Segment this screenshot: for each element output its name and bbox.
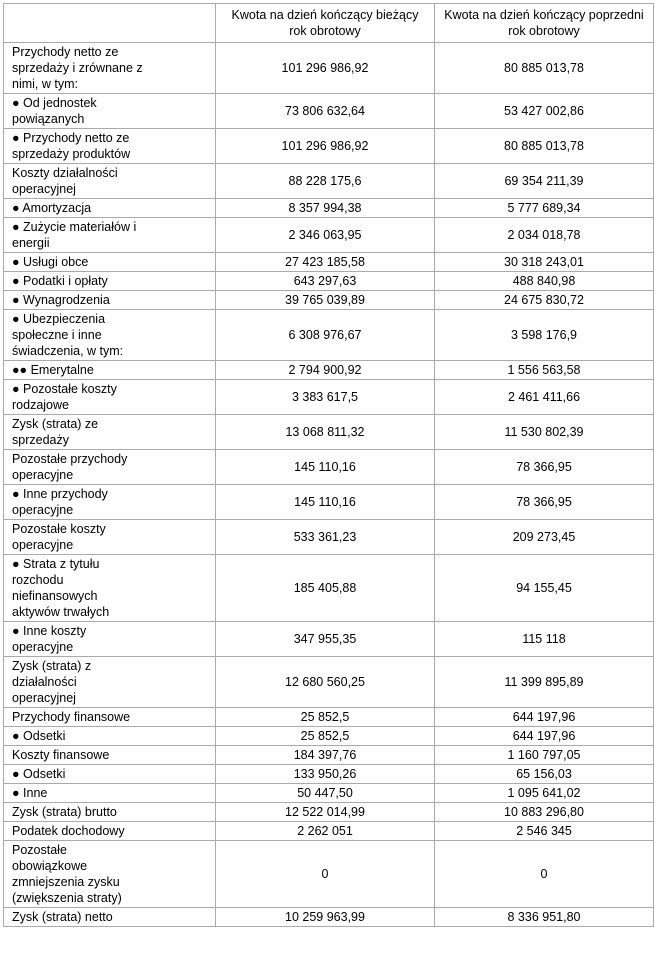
current-year-value: 133 950,26 bbox=[216, 765, 435, 784]
row-label-text: Pozostałe obowiązkowe zmniejszenia zysku (zwiększenia straty) bbox=[12, 843, 122, 905]
current-year-value: 39 765 039,89 bbox=[216, 291, 435, 310]
row-label bbox=[4, 727, 216, 746]
row-label bbox=[4, 199, 216, 218]
previous-year-value: 2 546 345 bbox=[435, 822, 654, 841]
row-label bbox=[4, 555, 216, 622]
header-label-column bbox=[4, 4, 216, 43]
previous-year-value: 644 197,96 bbox=[435, 727, 654, 746]
row-label-text: Koszty finansowe bbox=[12, 748, 110, 762]
previous-year-value: 1 095 641,02 bbox=[435, 784, 654, 803]
table-row bbox=[4, 291, 654, 310]
previous-year-value: 94 155,45 bbox=[435, 555, 654, 622]
previous-year-value: 209 273,45 bbox=[435, 520, 654, 555]
current-year-value: 25 852,5 bbox=[216, 708, 435, 727]
row-label-text: ● Usługi obce bbox=[12, 255, 89, 269]
row-label-text: ● Przychody netto ze sprzedaży produktów bbox=[12, 131, 131, 161]
table-row bbox=[4, 657, 654, 708]
previous-year-value: 2 034 018,78 bbox=[435, 218, 654, 253]
row-label-text: ● Strata z tytułu rozchodu niefinansowych aktywów trwałych bbox=[12, 557, 110, 619]
previous-year-value: 3 598 176,9 bbox=[435, 310, 654, 361]
row-label bbox=[4, 129, 216, 164]
current-year-value: 6 308 976,67 bbox=[216, 310, 435, 361]
row-label bbox=[4, 272, 216, 291]
current-year-value: 101 296 986,92 bbox=[216, 129, 435, 164]
current-year-value: 347 955,35 bbox=[216, 622, 435, 657]
table-row bbox=[4, 908, 654, 927]
current-year-value: 8 357 994,38 bbox=[216, 199, 435, 218]
row-label-text: ●● Emerytalne bbox=[12, 363, 94, 377]
row-label bbox=[4, 450, 216, 485]
row-label bbox=[4, 218, 216, 253]
current-year-value: 184 397,76 bbox=[216, 746, 435, 765]
table-row bbox=[4, 380, 654, 415]
row-label bbox=[4, 164, 216, 199]
row-label bbox=[4, 94, 216, 129]
previous-year-value: 115 118 bbox=[435, 622, 654, 657]
row-label-text: ● Ubezpieczenia społeczne i inne świadczenia, w tym: bbox=[12, 312, 124, 358]
previous-year-value: 0 bbox=[435, 841, 654, 908]
table-row bbox=[4, 129, 654, 164]
current-year-value: 145 110,16 bbox=[216, 450, 435, 485]
row-label-text: ● Inne koszty operacyjne bbox=[12, 624, 87, 654]
row-label bbox=[4, 361, 216, 380]
previous-year-value: 80 885 013,78 bbox=[435, 129, 654, 164]
previous-year-value: 11 530 802,39 bbox=[435, 415, 654, 450]
previous-year-value: 11 399 895,89 bbox=[435, 657, 654, 708]
previous-year-value: 1 160 797,05 bbox=[435, 746, 654, 765]
row-label-text: ● Odsetki bbox=[12, 767, 66, 781]
current-year-value: 101 296 986,92 bbox=[216, 43, 435, 94]
table-row bbox=[4, 746, 654, 765]
row-label bbox=[4, 380, 216, 415]
row-label bbox=[4, 291, 216, 310]
table-row bbox=[4, 708, 654, 727]
current-year-value: 12 522 014,99 bbox=[216, 803, 435, 822]
row-label bbox=[4, 253, 216, 272]
current-year-value: 2 794 900,92 bbox=[216, 361, 435, 380]
table-row bbox=[4, 765, 654, 784]
row-label-text: ● Odsetki bbox=[12, 729, 66, 743]
row-label-text: ● Pozostałe koszty rodzajowe bbox=[12, 382, 117, 412]
current-year-value: 145 110,16 bbox=[216, 485, 435, 520]
table-row bbox=[4, 520, 654, 555]
row-label bbox=[4, 520, 216, 555]
table-row bbox=[4, 164, 654, 199]
row-label bbox=[4, 765, 216, 784]
previous-year-value: 24 675 830,72 bbox=[435, 291, 654, 310]
row-label bbox=[4, 708, 216, 727]
row-label-text: Zysk (strata) netto bbox=[12, 910, 113, 924]
row-label-text: Przychody finansowe bbox=[12, 710, 131, 724]
table-row bbox=[4, 803, 654, 822]
previous-year-value: 8 336 951,80 bbox=[435, 908, 654, 927]
previous-year-value: 80 885 013,78 bbox=[435, 43, 654, 94]
row-label-text: Pozostałe przychody operacyjne bbox=[12, 452, 128, 482]
table-row bbox=[4, 199, 654, 218]
previous-year-value: 69 354 211,39 bbox=[435, 164, 654, 199]
current-year-value: 12 680 560,25 bbox=[216, 657, 435, 708]
current-year-value: 185 405,88 bbox=[216, 555, 435, 622]
table-row bbox=[4, 622, 654, 657]
table-row bbox=[4, 43, 654, 94]
row-label-text: ● Od jednostek powiązanych bbox=[12, 96, 97, 126]
previous-year-value: 1 556 563,58 bbox=[435, 361, 654, 380]
row-label-text: Koszty działalności operacyjnej bbox=[12, 166, 118, 196]
previous-year-value: 30 318 243,01 bbox=[435, 253, 654, 272]
current-year-value: 25 852,5 bbox=[216, 727, 435, 746]
row-label-text: Pozostałe koszty operacyjne bbox=[12, 522, 106, 552]
previous-year-value: 644 197,96 bbox=[435, 708, 654, 727]
current-year-value: 2 346 063,95 bbox=[216, 218, 435, 253]
current-year-value: 3 383 617,5 bbox=[216, 380, 435, 415]
table-row bbox=[4, 485, 654, 520]
row-label-text: ● Inne bbox=[12, 786, 48, 800]
header-row bbox=[4, 4, 654, 43]
table-row bbox=[4, 415, 654, 450]
row-label bbox=[4, 784, 216, 803]
current-year-value: 88 228 175,6 bbox=[216, 164, 435, 199]
row-label-text: Zysk (strata) ze sprzedaży bbox=[12, 417, 99, 447]
row-label bbox=[4, 43, 216, 94]
row-label-text: ● Wynagrodzenia bbox=[12, 293, 110, 307]
row-label-text: Zysk (strata) brutto bbox=[12, 805, 117, 819]
row-label-text: ● Podatki i opłaty bbox=[12, 274, 108, 288]
row-label-text: ● Inne przychody operacyjne bbox=[12, 487, 108, 517]
table-row bbox=[4, 784, 654, 803]
row-label-text: Podatek dochodowy bbox=[12, 824, 125, 838]
row-label-text: ● Zużycie materiałów i energii bbox=[12, 220, 137, 250]
current-year-value: 10 259 963,99 bbox=[216, 908, 435, 927]
table-row bbox=[4, 450, 654, 485]
header-previous-year: Kwota na dzień kończący poprzedni rok obrotowy bbox=[435, 4, 654, 43]
table-row bbox=[4, 310, 654, 361]
row-label bbox=[4, 485, 216, 520]
table-row bbox=[4, 361, 654, 380]
table-row bbox=[4, 218, 654, 253]
current-year-value: 643 297,63 bbox=[216, 272, 435, 291]
row-label bbox=[4, 822, 216, 841]
table-row bbox=[4, 94, 654, 129]
row-label bbox=[4, 657, 216, 708]
row-label bbox=[4, 803, 216, 822]
row-label-text: ● Amortyzacja bbox=[12, 201, 92, 215]
previous-year-value: 78 366,95 bbox=[435, 450, 654, 485]
row-label bbox=[4, 310, 216, 361]
row-label-text: Przychody netto ze sprzedaży i zrównane z nimi, w tym: bbox=[12, 45, 143, 91]
table-row bbox=[4, 727, 654, 746]
previous-year-value: 65 156,03 bbox=[435, 765, 654, 784]
table-row bbox=[4, 253, 654, 272]
row-label-text: Zysk (strata) z działalności operacyjnej bbox=[12, 659, 92, 705]
current-year-value: 50 447,50 bbox=[216, 784, 435, 803]
financial-table bbox=[3, 3, 654, 927]
previous-year-value: 488 840,98 bbox=[435, 272, 654, 291]
header-current-year: Kwota na dzień kończący bieżący rok obrotowy bbox=[216, 4, 435, 43]
current-year-value: 73 806 632,64 bbox=[216, 94, 435, 129]
previous-year-value: 2 461 411,66 bbox=[435, 380, 654, 415]
previous-year-value: 53 427 002,86 bbox=[435, 94, 654, 129]
previous-year-value: 78 366,95 bbox=[435, 485, 654, 520]
table-row bbox=[4, 555, 654, 622]
current-year-value: 0 bbox=[216, 841, 435, 908]
table-row bbox=[4, 272, 654, 291]
row-label bbox=[4, 908, 216, 927]
previous-year-value: 5 777 689,34 bbox=[435, 199, 654, 218]
table-row bbox=[4, 822, 654, 841]
current-year-value: 27 423 185,58 bbox=[216, 253, 435, 272]
current-year-value: 13 068 811,32 bbox=[216, 415, 435, 450]
row-label bbox=[4, 841, 216, 908]
row-label bbox=[4, 622, 216, 657]
current-year-value: 2 262 051 bbox=[216, 822, 435, 841]
current-year-value: 533 361,23 bbox=[216, 520, 435, 555]
row-label bbox=[4, 415, 216, 450]
previous-year-value: 10 883 296,80 bbox=[435, 803, 654, 822]
row-label bbox=[4, 746, 216, 765]
table-row bbox=[4, 841, 654, 908]
